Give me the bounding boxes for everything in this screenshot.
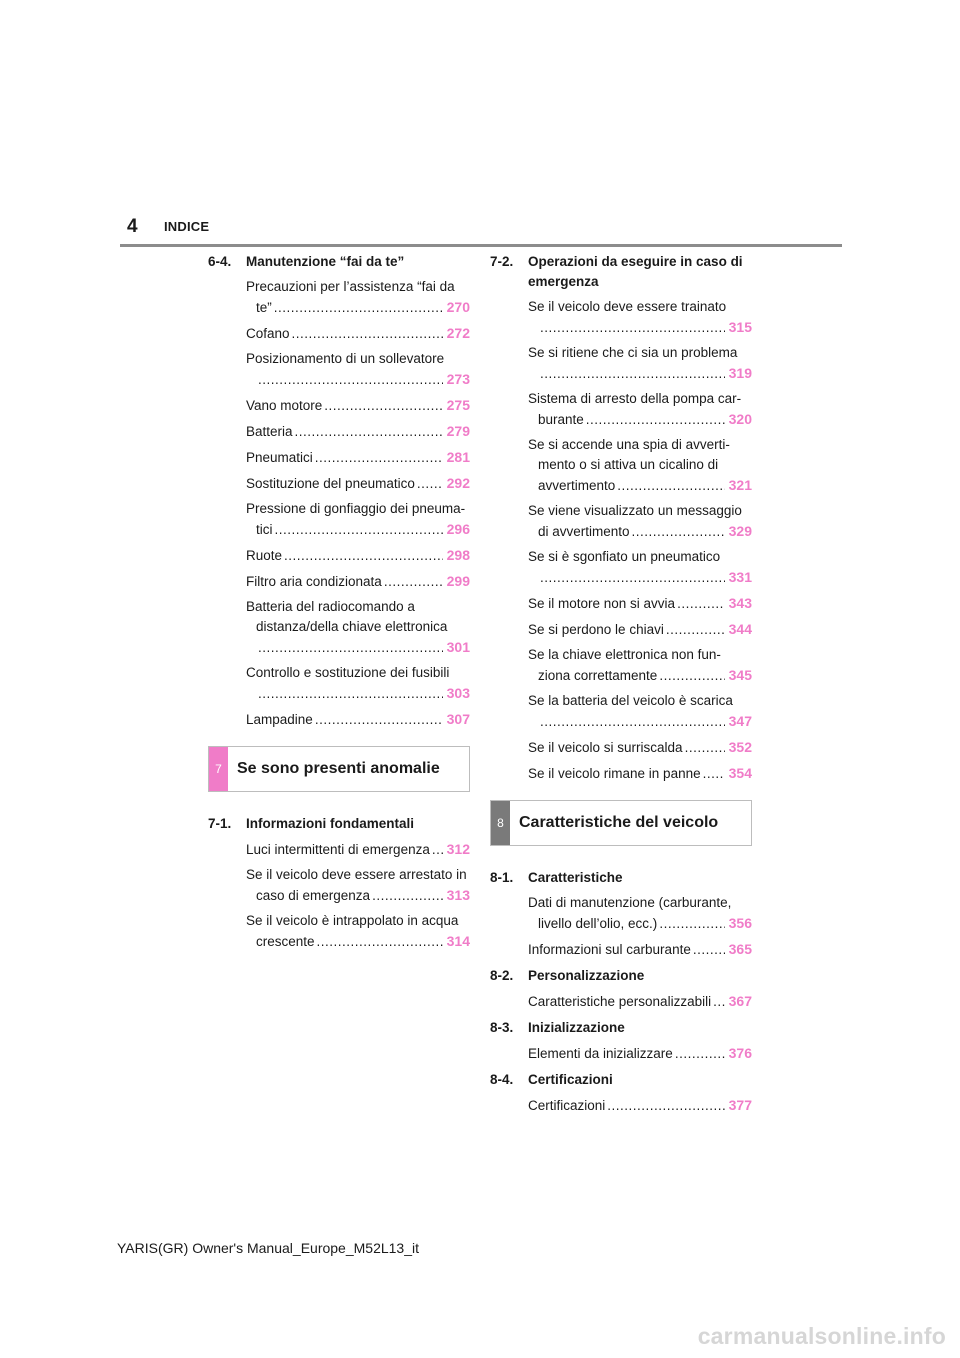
- toc-entry[interactable]: [528, 645, 752, 686]
- right-column: [490, 252, 752, 1116]
- toc-entry-text: di avvertimento: [538, 524, 630, 539]
- toc-entry[interactable]: [528, 691, 752, 732]
- toc-entry-leader: [528, 913, 752, 934]
- toc-entry-text: tici: [256, 522, 273, 537]
- toc-entry[interactable]: [528, 297, 752, 338]
- toc-entry-leader: [528, 665, 752, 686]
- toc-entry-text: Pneumatici: [246, 450, 313, 465]
- page-link[interactable]: 345: [728, 667, 752, 683]
- dot-leader: [659, 914, 724, 934]
- toc-entry-leader: [528, 711, 752, 732]
- dot-leader: [324, 396, 442, 416]
- page-link[interactable]: 376: [728, 1045, 752, 1061]
- toc-entry-leader: [528, 363, 752, 384]
- section-number: 7-2.: [490, 254, 514, 269]
- toc-entry-text: Se il veicolo deve essere arrestato in: [246, 867, 467, 882]
- dot-leader: [295, 422, 443, 442]
- dot-leader: [315, 448, 443, 468]
- dot-leader: [258, 684, 443, 704]
- toc-entry-leader: [528, 1095, 752, 1116]
- section-heading-title: Manutenzione “fai da te”: [246, 254, 405, 269]
- section-number: 8-4.: [490, 1072, 514, 1087]
- page-link[interactable]: 347: [728, 713, 752, 729]
- toc-entry-text: Certificazioni: [528, 1098, 606, 1113]
- toc-entry-text: Se il veicolo è intrappolato in acqua: [246, 913, 459, 928]
- dot-leader: [540, 712, 725, 732]
- section-heading-title: Certificazioni: [528, 1072, 613, 1087]
- dot-leader: [693, 940, 725, 960]
- dot-leader: [659, 666, 724, 686]
- page-link[interactable]: 296: [446, 521, 470, 537]
- toc-entry[interactable]: [528, 893, 752, 934]
- toc-entry[interactable]: [246, 395, 470, 416]
- page-link[interactable]: 273: [446, 371, 470, 387]
- page-link[interactable]: 344: [728, 621, 752, 637]
- toc-entry[interactable]: [528, 619, 752, 640]
- toc-entry-text: Sistema di arresto della pompa car-: [528, 391, 742, 406]
- dot-leader: [258, 370, 443, 390]
- dot-leader: [677, 594, 725, 614]
- page-link[interactable]: 321: [728, 477, 752, 493]
- dot-leader: [666, 620, 725, 640]
- toc-entry[interactable]: [246, 597, 470, 658]
- page-link[interactable]: 356: [728, 915, 752, 931]
- section-number: 6-4.: [208, 254, 232, 269]
- toc-entry[interactable]: [246, 421, 470, 442]
- toc-entry-text: Informazioni sul carburante: [528, 942, 691, 957]
- toc-entry[interactable]: [528, 737, 752, 758]
- toc-entry-text: Posizionamento di un sollevatore: [246, 351, 445, 366]
- dot-leader: [540, 364, 725, 384]
- toc-entry[interactable]: [246, 277, 470, 318]
- toc-entry-text: Batteria del radiocomando a: [246, 599, 415, 614]
- chapter-box[interactable]: [490, 800, 752, 846]
- dot-leader: [292, 324, 443, 344]
- page-link[interactable]: 315: [728, 319, 752, 335]
- toc-entry-text: mento o si attiva un cicalino di: [538, 457, 719, 472]
- toc-entry[interactable]: [246, 911, 470, 952]
- toc-entry[interactable]: [528, 389, 752, 430]
- toc-entry-leader: [246, 447, 470, 468]
- page-link[interactable]: 320: [728, 411, 752, 427]
- page-link[interactable]: 312: [446, 841, 470, 857]
- toc-entry-leader: [246, 369, 470, 390]
- dot-leader: [315, 710, 443, 730]
- page-link[interactable]: 307: [446, 711, 470, 727]
- toc-entry[interactable]: [246, 709, 470, 730]
- toc-entry[interactable]: [528, 1095, 752, 1116]
- toc-entry-text: Pressione di gonfiaggio dei pneuma-: [246, 501, 466, 516]
- toc-entry-text: Cofano: [246, 326, 290, 341]
- section-heading: [208, 252, 470, 272]
- toc-entry-text: livello dell’olio, ecc.): [538, 916, 658, 931]
- toc-entry-text: Se la batteria del veicolo è scarica: [528, 693, 733, 708]
- toc-entry-leader: [246, 473, 470, 494]
- toc-entry-text: Lampadine: [246, 712, 313, 727]
- watermark: carmanualsonline.info: [697, 1323, 946, 1349]
- dot-leader: [675, 1044, 725, 1064]
- page-link[interactable]: 365: [728, 941, 752, 957]
- toc-entry[interactable]: [246, 473, 470, 494]
- toc-entry[interactable]: [246, 663, 470, 704]
- toc-entry-text: Batteria: [246, 424, 293, 439]
- toc-entry-leader: [246, 519, 470, 540]
- section-heading: [490, 1018, 752, 1038]
- dot-leader: [685, 738, 725, 758]
- toc-entry-text: caso di emergenza: [256, 888, 371, 903]
- dot-leader: [540, 568, 725, 588]
- toc-entry-text: avvertimento: [538, 478, 616, 493]
- footer-text: YARIS(GR) Owner's Manual_Europe_M52L13_it: [117, 1240, 419, 1256]
- dot-leader: [275, 520, 443, 540]
- page-link[interactable]: 367: [728, 993, 752, 1009]
- page-link[interactable]: 270: [446, 299, 470, 315]
- toc-entry-text: Se il veicolo deve essere trainato: [528, 299, 727, 314]
- toc-entry-text: crescente: [256, 934, 315, 949]
- toc-entry-leader: [246, 931, 470, 952]
- toc-entry-leader: [246, 323, 470, 344]
- toc-entry-leader: [246, 683, 470, 704]
- toc-entry-leader: [528, 939, 752, 960]
- section-heading: [208, 814, 470, 834]
- page-link[interactable]: 313: [446, 887, 470, 903]
- toc-entry-leader: [246, 297, 470, 318]
- toc-entry-leader: [528, 763, 752, 784]
- toc-entry[interactable]: [528, 593, 752, 614]
- toc-entry[interactable]: [246, 865, 470, 906]
- dot-leader: [432, 840, 443, 860]
- toc-entry[interactable]: [246, 447, 470, 468]
- dot-leader: [632, 522, 725, 542]
- section-number: 8-3.: [490, 1020, 514, 1035]
- page-link[interactable]: 292: [446, 475, 470, 491]
- section-heading-title: Operazioni da eseguire in caso di emergenza: [528, 254, 743, 289]
- page-link[interactable]: 352: [728, 739, 752, 755]
- toc-entry-leader: [246, 395, 470, 416]
- page-link[interactable]: 301: [446, 639, 470, 655]
- section-heading: [490, 868, 752, 888]
- toc-entry-leader: [528, 317, 752, 338]
- toc-entry-leader: [246, 637, 470, 658]
- section-heading-title: Inizializzazione: [528, 1020, 625, 1035]
- page-link[interactable]: 275: [446, 397, 470, 413]
- toc-entry-leader: [528, 521, 752, 542]
- dot-leader: [317, 932, 443, 952]
- toc-entry-leader: [246, 571, 470, 592]
- toc-entry-text: Se viene visualizzato un messaggio: [528, 503, 742, 518]
- section-number: 8-2.: [490, 968, 514, 983]
- toc-entry-text: Se si accende una spia di avverti-: [528, 437, 730, 452]
- page-link[interactable]: 299: [446, 573, 470, 589]
- section-heading: [490, 1070, 752, 1090]
- toc-entry-text: Sostituzione del pneumatico: [246, 476, 415, 491]
- dot-leader: [372, 886, 443, 906]
- section-title: INDICE: [164, 219, 210, 234]
- dot-leader: [540, 318, 725, 338]
- page-link[interactable]: 314: [446, 933, 470, 949]
- toc-entry[interactable]: [528, 343, 752, 384]
- toc-entry-text: Ruote: [246, 548, 283, 563]
- toc-entry-text: Se la chiave elettronica non fun-: [528, 647, 721, 662]
- chapter-title: Caratteristiche del veicolo: [519, 814, 719, 831]
- dot-leader: [607, 1096, 724, 1116]
- toc-entry[interactable]: [246, 545, 470, 566]
- toc-entry[interactable]: [528, 1043, 752, 1064]
- toc-entry[interactable]: [528, 501, 752, 542]
- page-link[interactable]: 343: [728, 595, 752, 611]
- page-link[interactable]: 377: [728, 1097, 752, 1113]
- toc-entry-text: distanza/della chiave elettronica: [256, 619, 448, 634]
- toc-entry[interactable]: [246, 571, 470, 592]
- toc-entry[interactable]: [528, 435, 752, 496]
- section-heading-title: Caratteristiche: [528, 870, 623, 885]
- toc-entry-leader: [246, 545, 470, 566]
- section-heading-title: Informazioni fondamentali: [246, 816, 415, 831]
- toc-entry[interactable]: [528, 991, 752, 1012]
- toc-entry-text: Caratteristiche personalizzabili: [528, 994, 712, 1009]
- page-link[interactable]: 303: [446, 685, 470, 701]
- toc-entry-leader: [528, 409, 752, 430]
- toc-entry-text: Dati di manutenzione (carburante,: [528, 895, 732, 910]
- page-link[interactable]: 281: [446, 449, 470, 465]
- toc-entry-text: Luci intermittenti di emergenza: [246, 842, 430, 857]
- section-number: 8-1.: [490, 870, 514, 885]
- toc-entry[interactable]: [246, 323, 470, 344]
- toc-entry-text: Se il veicolo si surriscalda: [528, 740, 683, 755]
- toc-entry-leader: [246, 839, 470, 860]
- toc-entry-text: te”: [256, 300, 272, 315]
- page-link[interactable]: 354: [728, 765, 752, 781]
- page-link[interactable]: 298: [446, 547, 470, 563]
- toc-entry[interactable]: [528, 547, 752, 588]
- toc-entry-text: Controllo e sostituzione dei fusibili: [246, 665, 450, 680]
- section-number: 7-1.: [208, 816, 232, 831]
- toc-entry-leader: [528, 619, 752, 640]
- toc-entry-leader: [528, 567, 752, 588]
- toc-entry[interactable]: [246, 839, 470, 860]
- section-heading: [490, 966, 752, 986]
- dot-leader: [417, 474, 443, 494]
- toc-entry[interactable]: [246, 349, 470, 390]
- toc-entry-text: Precauzioni per l’assistenza “fai da: [246, 279, 455, 294]
- dot-leader: [617, 476, 724, 496]
- toc-entry-leader: [246, 885, 470, 906]
- page-number: 4: [127, 216, 138, 237]
- page-link[interactable]: 331: [728, 569, 752, 585]
- toc-entry-text: Se si è sgonfiato un pneumatico: [528, 549, 721, 564]
- dot-leader: [258, 638, 443, 658]
- page-link[interactable]: 272: [446, 325, 470, 341]
- page-link[interactable]: 329: [728, 523, 752, 539]
- header-rule: [120, 244, 842, 247]
- dot-leader: [274, 298, 443, 318]
- toc-entry-leader: [246, 709, 470, 730]
- section-heading-title: Personalizzazione: [528, 968, 645, 983]
- toc-entry-text: Elementi da inizializzare: [528, 1046, 673, 1061]
- toc-entry-leader: [528, 593, 752, 614]
- dot-leader: [586, 410, 725, 430]
- toc-entry[interactable]: [528, 763, 752, 784]
- toc-entry-text: Se il motore non si avvia: [528, 596, 676, 611]
- dot-leader: [703, 764, 725, 784]
- toc-entry-text: Se si ritiene che ci sia un problema: [528, 345, 738, 360]
- section-heading: [490, 252, 752, 292]
- toc-entry[interactable]: [528, 939, 752, 960]
- toc-entry-text: burante: [538, 412, 584, 427]
- toc-entry-text: ziona correttamente: [538, 668, 658, 683]
- left-column: [208, 252, 470, 952]
- toc-entry-leader: [528, 1043, 752, 1064]
- page-link[interactable]: 279: [446, 423, 470, 439]
- toc-entry-leader: [528, 475, 752, 496]
- toc-entry-text: Filtro aria condizionata: [246, 574, 382, 589]
- page-link[interactable]: 319: [728, 365, 752, 381]
- toc-entry-text: Vano motore: [246, 398, 323, 413]
- dot-leader: [384, 572, 443, 592]
- toc-entry-leader: [528, 737, 752, 758]
- toc-entry-leader: [528, 991, 752, 1012]
- chapter-box[interactable]: [208, 746, 470, 792]
- toc-entry-text: Se si perdono le chiavi: [528, 622, 664, 637]
- toc-entry-leader: [246, 421, 470, 442]
- toc-entry-text: Se il veicolo rimane in panne: [528, 766, 701, 781]
- chapter-title: Se sono presenti anomalie: [237, 760, 440, 777]
- chapter-tab: 8: [491, 801, 510, 845]
- dot-leader: [713, 992, 725, 1012]
- dot-leader: [284, 546, 443, 566]
- chapter-tab: 7: [209, 747, 228, 791]
- toc-entry[interactable]: [246, 499, 470, 540]
